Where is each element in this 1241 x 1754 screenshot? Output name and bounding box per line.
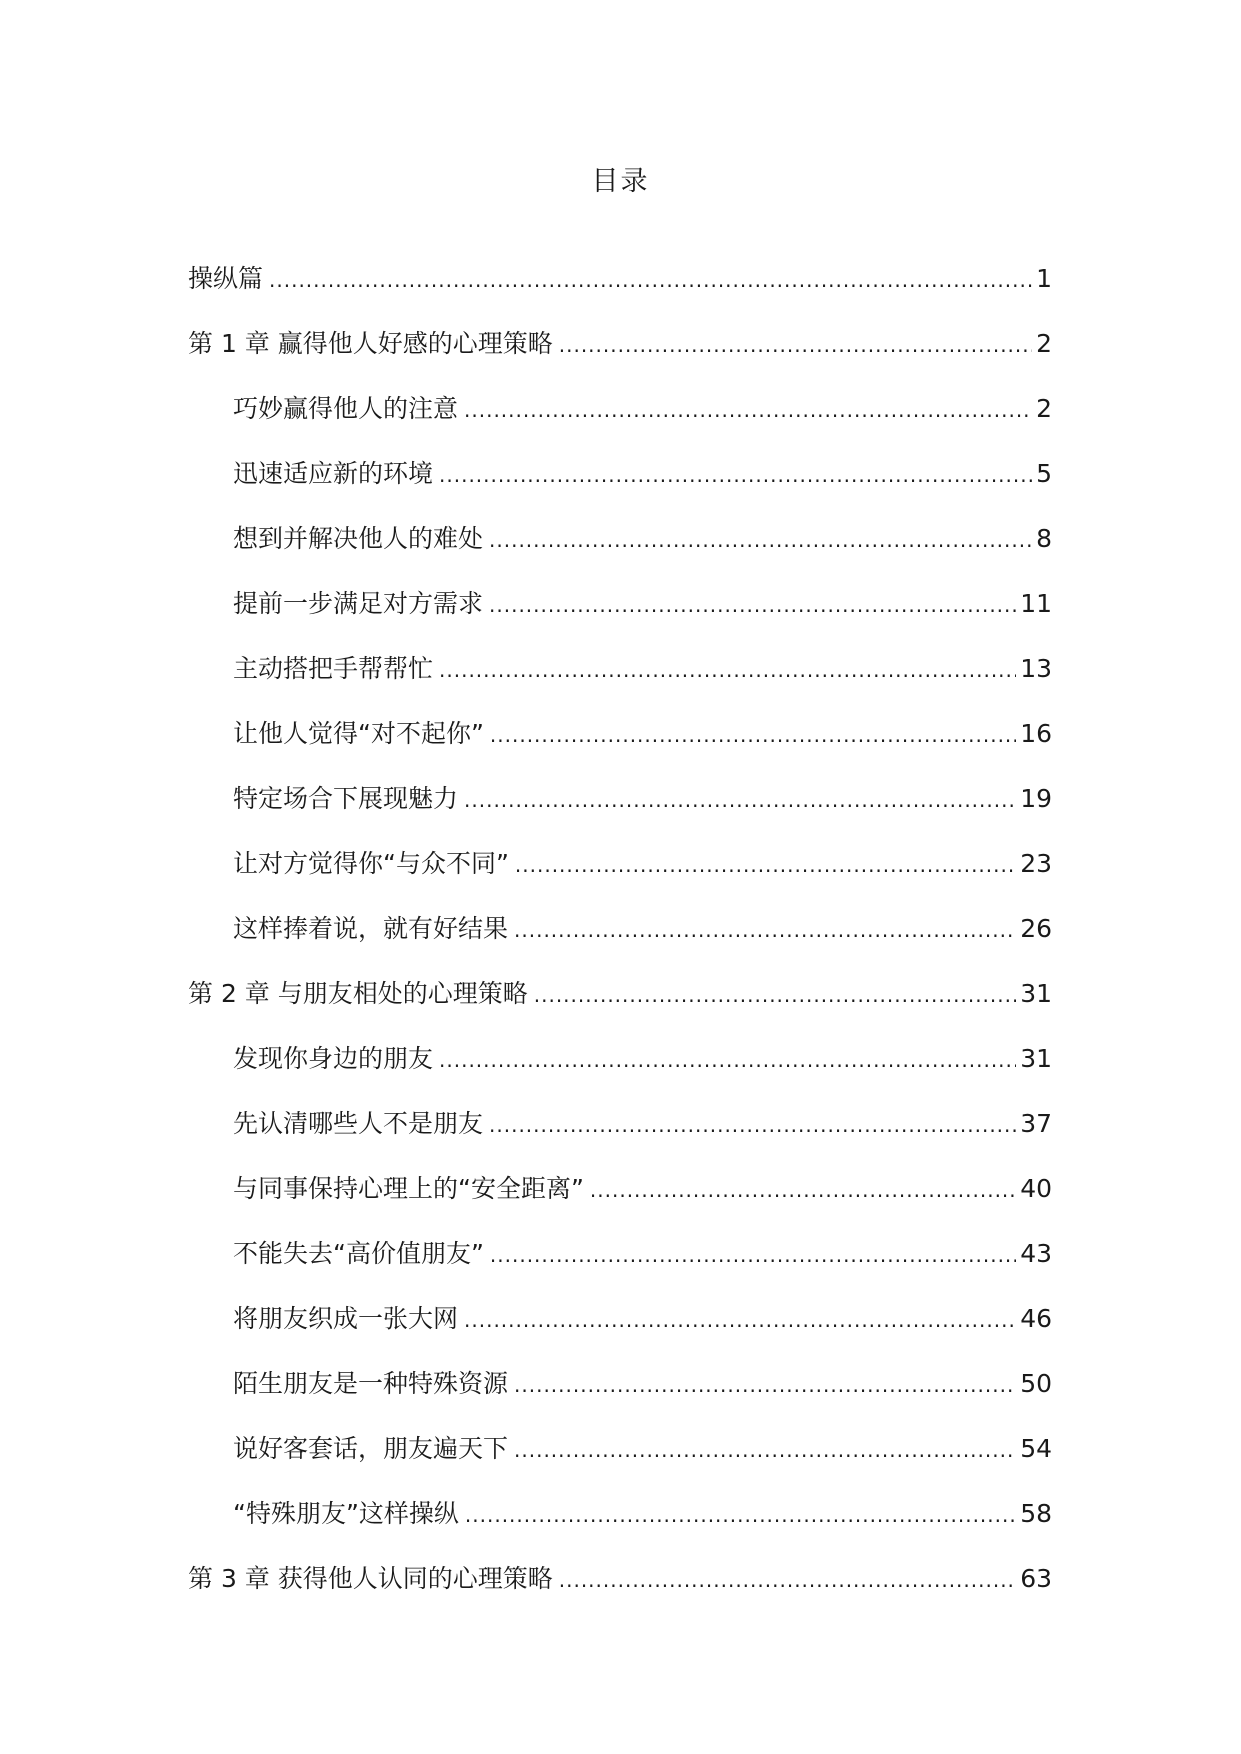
- toc-page-number: 54: [1020, 1434, 1052, 1463]
- dot-leader: [559, 1560, 1016, 1600]
- toc-page-number: 5: [1036, 459, 1052, 488]
- toc-entry-label: 第 2 章 与朋友相处的心理策略: [188, 979, 528, 1008]
- toc-entry-label: 说好客套话，朋友遍天下: [233, 1434, 509, 1463]
- dot-leader: [439, 455, 1032, 495]
- toc-page-number: 46: [1020, 1304, 1052, 1333]
- toc-entry-label: 迅速适应新的环境: [233, 459, 434, 488]
- toc-section-entry[interactable]: [188, 454, 1052, 519]
- toc-page-number: 16: [1020, 719, 1052, 748]
- toc-section-entry[interactable]: [188, 519, 1052, 584]
- toc-entry-label: 让他人觉得“对不起你”: [233, 719, 484, 748]
- toc-page-number: 2: [1036, 329, 1052, 358]
- dot-leader: [269, 260, 1032, 300]
- dot-leader: [490, 1235, 1016, 1275]
- toc-page-number: 40: [1020, 1174, 1052, 1203]
- toc-section-entry[interactable]: [188, 1039, 1052, 1104]
- toc-page-number: 13: [1020, 654, 1052, 683]
- toc-page-number: 31: [1020, 1044, 1052, 1073]
- toc-page-number: 50: [1020, 1369, 1052, 1398]
- toc-entry-label: 想到并解决他人的难处: [233, 524, 484, 553]
- toc-page-number: 2: [1036, 394, 1052, 423]
- toc-section-entry[interactable]: [188, 714, 1052, 779]
- toc-page-number: 19: [1020, 784, 1052, 813]
- dot-leader: [464, 780, 1016, 820]
- toc-page-number: 31: [1020, 979, 1052, 1008]
- toc-section-entry[interactable]: [188, 1104, 1052, 1169]
- toc-entry-label: 这样捧着说，就有好结果: [233, 914, 509, 943]
- toc-section-entry[interactable]: [188, 1234, 1052, 1299]
- toc-entry-label: 巧妙赢得他人的注意: [233, 394, 459, 423]
- toc-entry-label: 提前一步满足对方需求: [233, 589, 484, 618]
- toc-entry-label: 发现你身边的朋友: [233, 1044, 434, 1073]
- toc-entry-label: 第 3 章 获得他人认同的心理策略: [188, 1564, 553, 1593]
- toc-page-number: 63: [1020, 1564, 1052, 1593]
- dot-leader: [464, 390, 1032, 430]
- dot-leader: [559, 325, 1032, 365]
- dot-leader: [534, 975, 1016, 1015]
- dot-leader: [465, 1495, 1016, 1535]
- dot-leader: [489, 1105, 1016, 1145]
- toc-entry-label: 操纵篇: [188, 264, 264, 293]
- toc-entry-label: 特定场合下展现魅力: [233, 784, 459, 813]
- table-of-contents: [188, 259, 1052, 1624]
- toc-page-number: 26: [1020, 914, 1052, 943]
- dot-leader: [490, 715, 1016, 755]
- dot-leader: [489, 520, 1032, 560]
- dot-leader: [439, 1040, 1016, 1080]
- toc-section-entry[interactable]: [188, 649, 1052, 714]
- dot-leader: [514, 1365, 1016, 1405]
- toc-page-number: 8: [1036, 524, 1052, 553]
- toc-entry-label: 先认清哪些人不是朋友: [233, 1109, 484, 1138]
- toc-section-entry[interactable]: [188, 389, 1052, 454]
- toc-section-entry[interactable]: [188, 779, 1052, 844]
- dot-leader: [439, 650, 1016, 690]
- toc-entry-label: 陌生朋友是一种特殊资源: [233, 1369, 509, 1398]
- toc-section-entry[interactable]: [188, 584, 1052, 649]
- toc-section-entry[interactable]: [188, 909, 1052, 974]
- toc-chapter-entry[interactable]: [188, 324, 1052, 389]
- toc-entry-label: “特殊朋友”这样操纵: [233, 1499, 459, 1528]
- toc-chapter-entry[interactable]: [188, 1559, 1052, 1624]
- toc-entry-label: 将朋友织成一张大网: [233, 1304, 459, 1333]
- toc-entry-label: 与同事保持心理上的“安全距离”: [233, 1174, 584, 1203]
- toc-page-number: 37: [1020, 1109, 1052, 1138]
- dot-leader: [464, 1300, 1016, 1340]
- toc-entry-label: 不能失去“高价值朋友”: [233, 1239, 484, 1268]
- dot-leader: [590, 1170, 1016, 1210]
- dot-leader: [514, 910, 1016, 950]
- toc-section-entry[interactable]: [188, 1494, 1052, 1559]
- toc-entry-label: 让对方觉得你“与众不同”: [233, 849, 509, 878]
- toc-section-entry[interactable]: [188, 1364, 1052, 1429]
- toc-section-entry[interactable]: [188, 1299, 1052, 1364]
- toc-chapter-entry[interactable]: [188, 974, 1052, 1039]
- toc-entry-label: 主动搭把手帮帮忙: [233, 654, 434, 683]
- dot-leader: [514, 1430, 1016, 1470]
- page-title: 目录: [591, 166, 650, 197]
- toc-page-number: 58: [1020, 1499, 1052, 1528]
- toc-section-entry[interactable]: [188, 1169, 1052, 1234]
- toc-page-number: 43: [1020, 1239, 1052, 1268]
- toc-section-entry[interactable]: [188, 844, 1052, 909]
- toc-page-number: 23: [1020, 849, 1052, 878]
- toc-chapter-entry[interactable]: [188, 259, 1052, 324]
- toc-section-entry[interactable]: [188, 1429, 1052, 1494]
- dot-leader: [489, 585, 1016, 625]
- dot-leader: [515, 845, 1016, 885]
- toc-page-number: 1: [1036, 264, 1052, 293]
- toc-page-number: 11: [1020, 589, 1052, 618]
- toc-entry-label: 第 1 章 赢得他人好感的心理策略: [188, 329, 553, 358]
